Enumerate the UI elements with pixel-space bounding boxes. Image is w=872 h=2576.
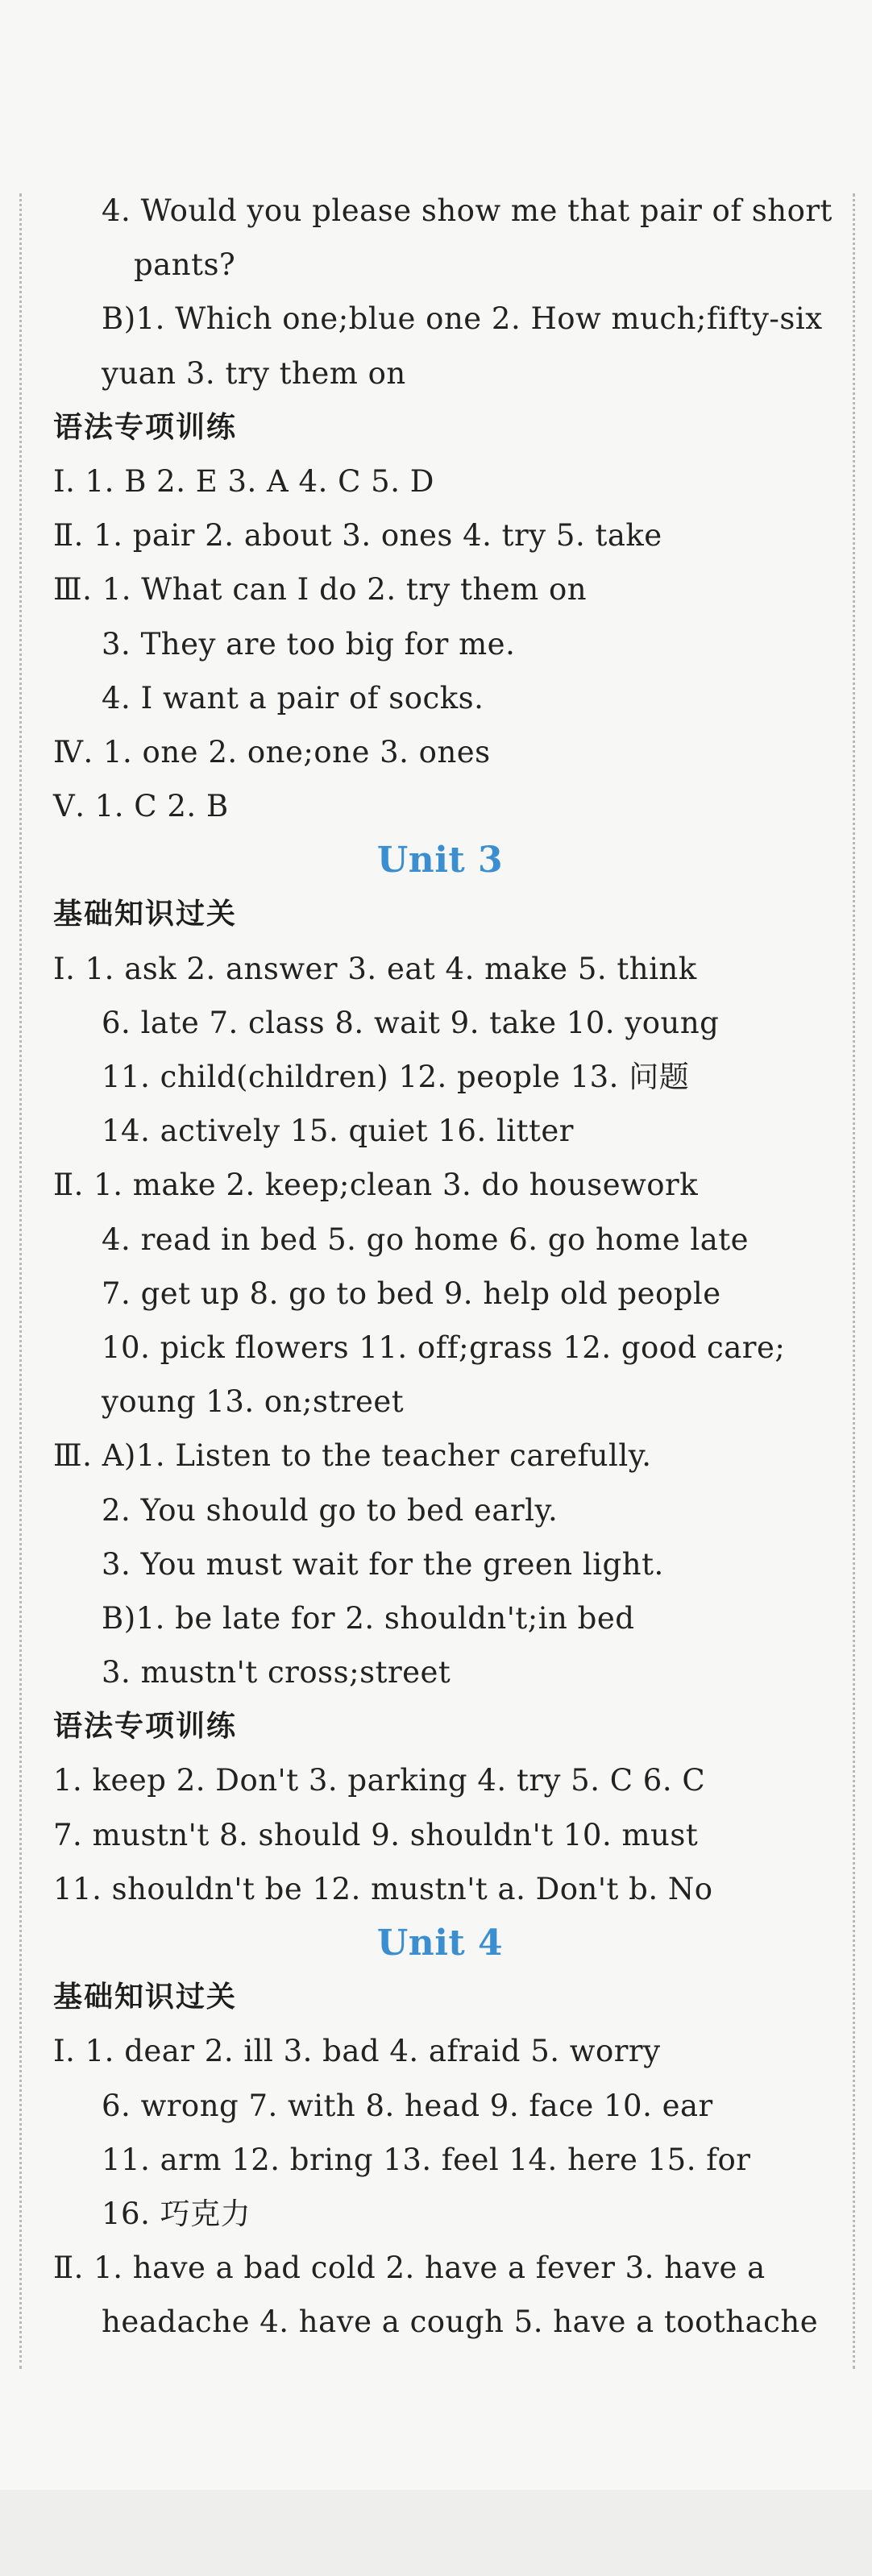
left-dotted-border — [19, 193, 22, 2369]
answer-line: Ⅰ. 1. dear 2. ill 3. bad 4. afraid 5. worry — [53, 2034, 661, 2069]
answer-line: B)1. Which one;blue one 2. How much;fifty-six — [102, 301, 823, 337]
answer-line: 11. shouldn't be 12. mustn't a. Don't b. No — [53, 1871, 713, 1906]
answer-line: 14. actively 15. quiet 16. litter — [102, 1114, 574, 1149]
answer-line: headache 4. have a cough 5. have a toothache — [102, 2304, 819, 2340]
answer-line: Ⅳ. 1. one 2. one;one 3. ones — [53, 734, 491, 769]
answer-line: 10. pick flowers 11. off;grass 12. good care; — [102, 1329, 786, 1365]
unit-title: Unit 4 — [376, 1923, 504, 1964]
answer-line: 11. arm 12. bring 13. feel 14. here 15. for — [102, 2142, 751, 2177]
unit-title: Unit 3 — [376, 840, 504, 881]
answer-line: 4. read in bed 5. go home 6. go home late — [102, 1222, 750, 1257]
answer-line: Ⅱ. 1. make 2. keep;clean 3. do housework — [53, 1168, 699, 1203]
answer-line: Ⅱ. 1. have a bad cold 2. have a fever 3. have a — [53, 2250, 766, 2286]
section-heading: 基础知识过关 — [53, 1981, 238, 2014]
answer-line: B)1. be late for 2. shouldn't;in bed — [102, 1600, 635, 1636]
answer-key-content — [53, 184, 833, 2350]
answer-line: 3. mustn't cross;street — [102, 1655, 451, 1690]
page-footer-area — [0, 2490, 872, 2576]
answer-line: 3. You must wait for the green light. — [102, 1546, 664, 1582]
answer-line: young 13. on;street — [102, 1384, 405, 1420]
answer-line: 11. child(children) 12. people 13. 问题 — [102, 1060, 690, 1094]
answer-line: 3. They are too big for me. — [102, 626, 516, 662]
answer-line: Ⅲ. 1. What can I do 2. try them on — [53, 572, 588, 608]
answer-line: Ⅱ. 1. pair 2. about 3. ones 4. try 5. take — [53, 518, 662, 554]
answer-line: yuan 3. try them on — [102, 355, 406, 391]
answer-line: Ⅰ. 1. B 2. E 3. A 4. C 5. D — [53, 463, 434, 499]
answer-line: 4. I want a pair of socks. — [102, 680, 484, 716]
answer-line: Ⅴ. 1. C 2. B — [53, 789, 229, 824]
answer-line: 6. wrong 7. with 8. head 9. face 10. ear — [102, 2088, 713, 2123]
answer-line: 1. keep 2. Don't 3. parking 4. try 5. C 6. C — [53, 1763, 706, 1798]
answer-line: 16. 巧克力 — [102, 2196, 251, 2231]
right-dotted-border — [853, 193, 855, 2369]
answer-line: 6. late 7. class 8. wait 9. take 10. young — [102, 1005, 720, 1040]
answer-line: 4. Would you please show me that pair of short — [102, 193, 833, 228]
answer-line: Ⅲ. A)1. Listen to the teacher carefully. — [53, 1438, 652, 1474]
answer-line: 7. get up 8. go to bed 9. help old people — [102, 1276, 721, 1311]
answer-line: 2. You should go to bed early. — [102, 1492, 558, 1528]
answer-line: Ⅰ. 1. ask 2. answer 3. eat 4. make 5. think — [53, 951, 697, 986]
section-heading: 语法专项训练 — [53, 1710, 238, 1744]
answer-line: pants? — [134, 247, 236, 283]
section-heading: 语法专项训练 — [53, 410, 238, 444]
answer-line: 7. mustn't 8. should 9. shouldn't 10. must — [53, 1817, 699, 1852]
section-heading: 基础知识过关 — [53, 898, 238, 931]
